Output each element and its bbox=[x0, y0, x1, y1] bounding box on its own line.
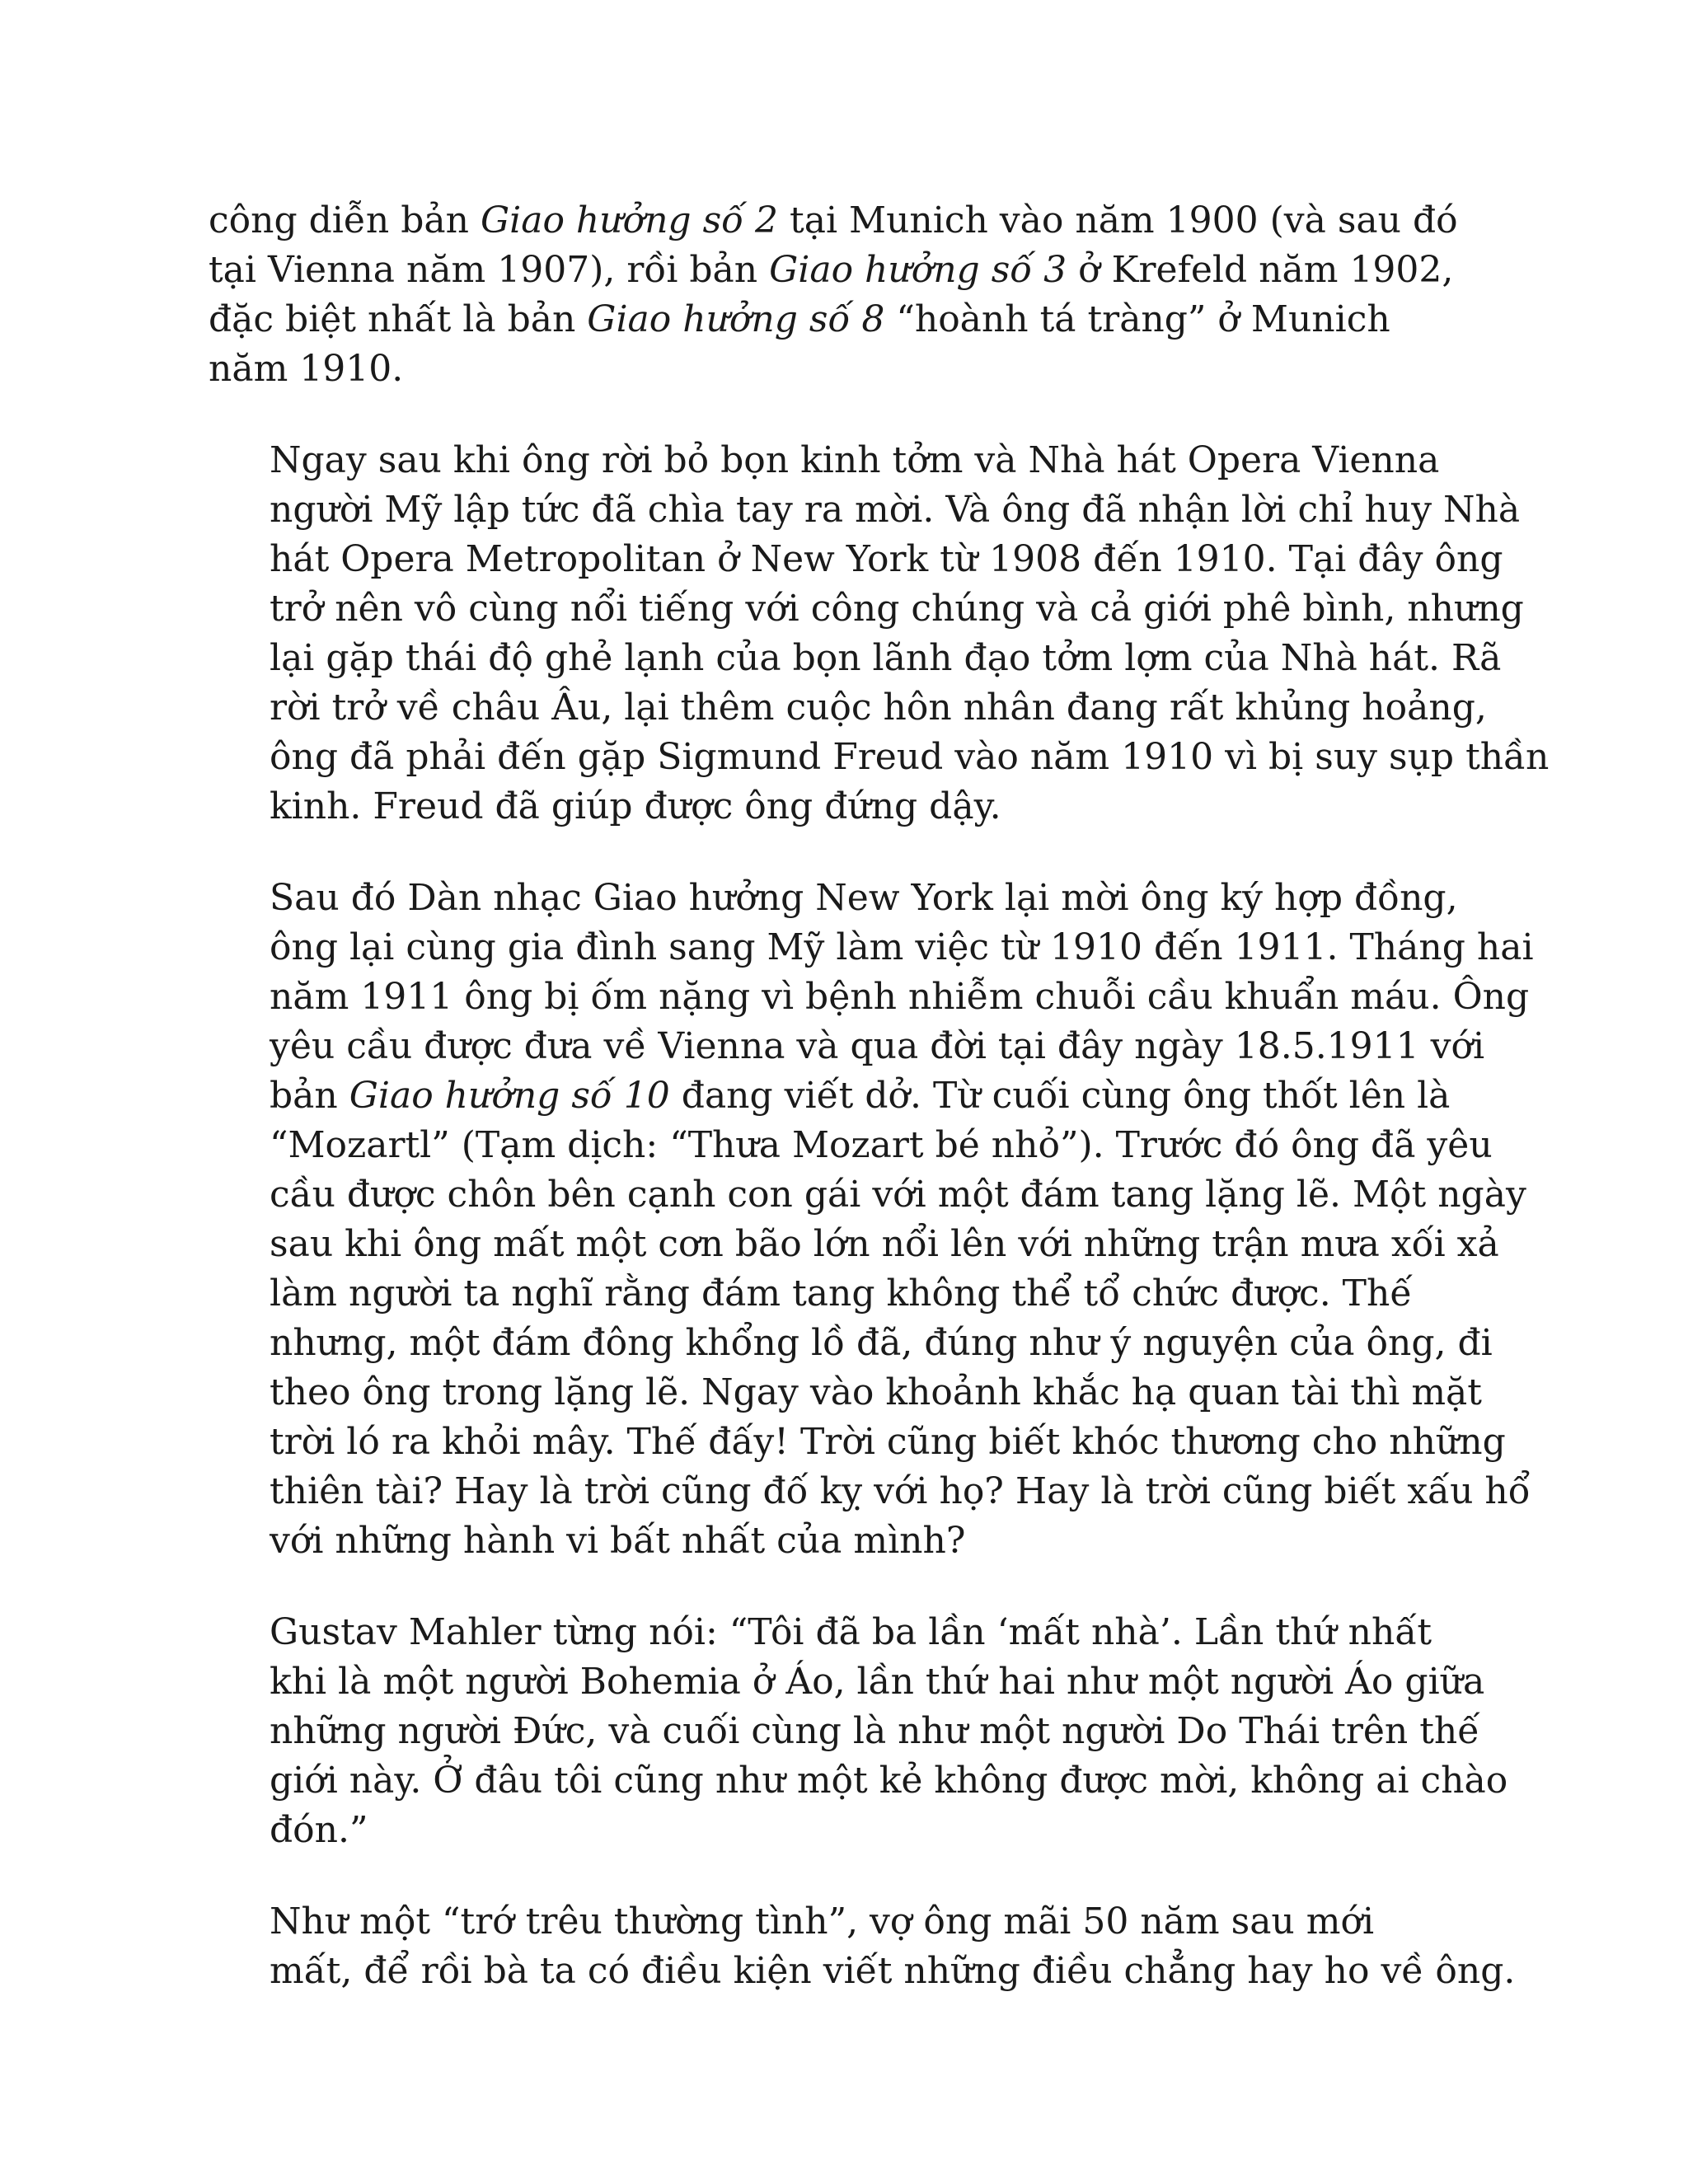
text-run: sau khi ông mất một cơn bão lớn nổi lên với những trận mưa xối xả bbox=[270, 1223, 1499, 1265]
text-run: Sau đó Dàn nhạc Giao hưởng New York lại mời ông ký hợp đồng, bbox=[270, 877, 1458, 919]
italic-title-text: Giao hưởng số 10 bbox=[349, 1075, 670, 1117]
text-line bbox=[209, 972, 1530, 1022]
text-run: theo ông trong lặng lẽ. Ngay vào khoảnh khắc hạ quan tài thì mặt bbox=[270, 1371, 1482, 1413]
text-run: “hoành tá tràng” ở Munich bbox=[884, 298, 1390, 340]
text-run: với những hành vi bất nhất của mình? bbox=[270, 1520, 966, 1562]
text-run: rời trở về châu Âu, lại thêm cuộc hôn nhân đang rất khủng hoảng, bbox=[270, 687, 1487, 729]
text-run: năm 1910. bbox=[209, 348, 404, 390]
text-run: Gustav Mahler từng nói: “Tôi đã ba lần ‘mất nhà’. Lần thứ nhất bbox=[270, 1611, 1432, 1653]
italic-title-text: Giao hưởng số 3 bbox=[769, 249, 1067, 291]
text-line bbox=[209, 1756, 1508, 1806]
italic-title-text: Giao hưởng số 2 bbox=[480, 199, 779, 241]
text-line bbox=[209, 1170, 1526, 1220]
text-run: trở nên vô cùng nổi tiếng với công chúng và cả giới phê bình, nhưng bbox=[270, 588, 1524, 630]
text-run: người Mỹ lập tức đã chìa tay ra mời. Và ông đã nhận lời chỉ huy Nhà bbox=[270, 489, 1521, 531]
body-paragraph bbox=[209, 874, 1534, 1566]
text-line bbox=[209, 1220, 1499, 1269]
text-run: nhưng, một đám đông khổng lồ đã, đúng như ý nguyện của ông, đi bbox=[270, 1322, 1493, 1364]
body-paragraph bbox=[209, 196, 1461, 394]
text-line bbox=[209, 295, 1461, 344]
body-paragraph bbox=[209, 436, 1550, 832]
text-run: cầu được chôn bên cạnh con gái với một đám tang lặng lẽ. Một ngày bbox=[270, 1174, 1526, 1216]
text-run: ông đã phải đến gặp Sigmund Freud vào năm 1910 vì bị suy sụp thần bbox=[270, 736, 1550, 778]
text-line bbox=[209, 1608, 1461, 1657]
text-line bbox=[209, 1947, 1516, 1996]
text-line bbox=[209, 1121, 1493, 1170]
text-run: làm người ta nghĩ rằng đám tang không thể tổ chức được. Thế bbox=[270, 1272, 1413, 1315]
text-run: đặc biệt nhất là bản bbox=[209, 298, 588, 340]
text-run: giới này. Ở đâu tôi cũng như một kẻ không được mời, không ai chào bbox=[270, 1760, 1508, 1802]
text-line bbox=[209, 1516, 1461, 1566]
text-line bbox=[209, 634, 1502, 683]
text-line bbox=[209, 782, 1461, 832]
text-run: thiên tài? Hay là trời cũng đố kỵ với họ? Hay là trời cũng biết xấu hổ bbox=[270, 1470, 1531, 1512]
text-run: tại Vienna năm 1907), rồi bản bbox=[209, 249, 770, 291]
text-line bbox=[209, 874, 1461, 923]
text-line bbox=[209, 923, 1534, 972]
text-run: năm 1911 ông bị ốm nặng vì bệnh nhiễm chuỗi cầu khuẩn máu. Ông bbox=[270, 976, 1530, 1018]
text-run: kinh. Freud đã giúp được ông đứng dậy. bbox=[270, 785, 1001, 827]
text-line bbox=[209, 535, 1503, 584]
text-run: ở Krefeld năm 1902, bbox=[1067, 249, 1454, 291]
body-paragraph bbox=[209, 1897, 1516, 1996]
body-paragraph bbox=[209, 1608, 1508, 1855]
text-run: hát Opera Metropolitan ở New York từ 1908 đến 1910. Tại đây ông bbox=[270, 538, 1503, 580]
text-line bbox=[209, 436, 1461, 485]
text-run: đang viết dở. Từ cuối cùng ông thốt lên là bbox=[669, 1075, 1451, 1117]
text-line bbox=[209, 733, 1550, 782]
text-run: mất, để rồi bà ta có điều kiện viết những điều chẳng hay ho về ông. bbox=[270, 1950, 1516, 1992]
italic-title-text: Giao hưởng số 8 bbox=[587, 298, 885, 340]
text-run: Như một “trớ trêu thường tình”, vợ ông mãi 50 năm sau mới bbox=[270, 1900, 1375, 1943]
text-line bbox=[209, 1467, 1531, 1516]
text-line bbox=[209, 584, 1524, 634]
text-line bbox=[209, 196, 1461, 246]
document-page bbox=[209, 196, 1550, 2038]
text-run: “Mozartl” (Tạm dịch: “Thưa Mozart bé nhỏ”). Trước đó ông đã yêu bbox=[270, 1124, 1493, 1166]
text-run: tại Munich vào năm 1900 (và sau đó bbox=[778, 199, 1458, 241]
text-run: bản bbox=[270, 1075, 349, 1117]
text-line bbox=[209, 246, 1461, 295]
text-run: những người Đức, và cuối cùng là như một người Do Thái trên thế bbox=[270, 1710, 1480, 1752]
text-line bbox=[209, 683, 1487, 733]
text-run: Ngay sau khi ông rời bỏ bọn kinh tởm và Nhà hát Opera Vienna bbox=[270, 439, 1440, 481]
text-line bbox=[209, 1707, 1480, 1756]
text-run: khi là một người Bohemia ở Áo, lần thứ hai như một người Áo giữa bbox=[270, 1661, 1485, 1703]
text-line bbox=[209, 1319, 1493, 1368]
text-line bbox=[209, 1418, 1506, 1467]
text-line bbox=[209, 1657, 1485, 1707]
text-run: ông lại cùng gia đình sang Mỹ làm việc từ 1910 đến 1911. Tháng hai bbox=[270, 926, 1534, 968]
text-line bbox=[209, 1071, 1461, 1121]
text-run: công diễn bản bbox=[209, 199, 481, 241]
text-line bbox=[209, 1806, 1461, 1855]
text-line bbox=[209, 1897, 1461, 1947]
text-line bbox=[209, 1269, 1461, 1319]
text-line bbox=[209, 344, 1461, 394]
text-line bbox=[209, 1368, 1482, 1418]
text-line bbox=[209, 485, 1521, 535]
text-run: lại gặp thái độ ghẻ lạnh của bọn lãnh đạo tởm lợm của Nhà hát. Rã bbox=[270, 637, 1502, 679]
text-run: đón.” bbox=[270, 1809, 368, 1851]
text-line bbox=[209, 1022, 1485, 1071]
text-run: yêu cầu được đưa về Vienna và qua đời tại đây ngày 18.5.1911 với bbox=[270, 1025, 1485, 1067]
text-run: trời ló ra khỏi mây. Thế đấy! Trời cũng biết khóc thương cho những bbox=[270, 1421, 1506, 1463]
